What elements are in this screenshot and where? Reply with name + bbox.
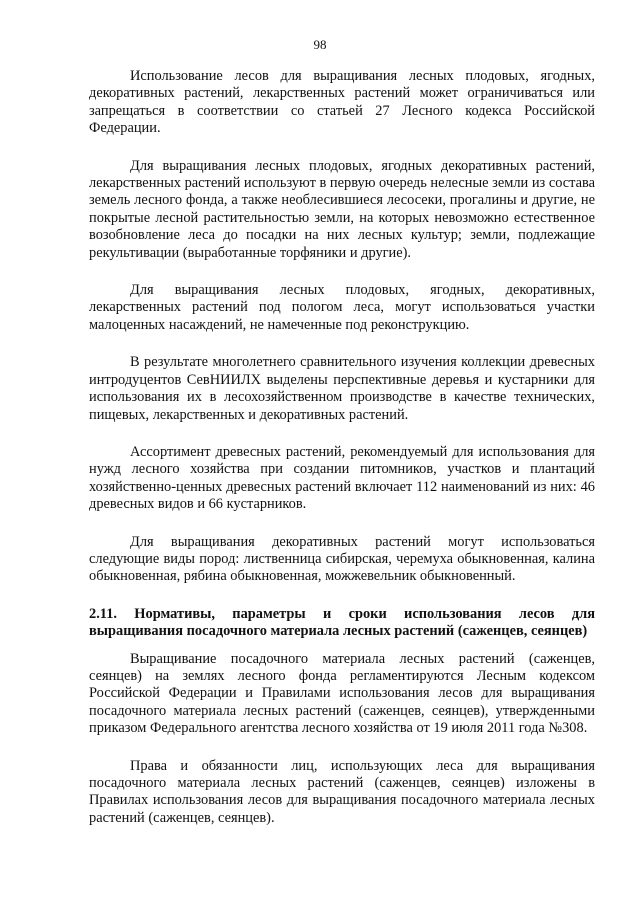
paragraph-plant-assortment: Ассортимент древесных растений, рекомендуемый для использования для нужд лесного хозяйства при создании питомников, участков и плантаций хозяйственно-ценных древесных растений включает 112 наименований из них: 46 древесных видов и 66 кустарников. (89, 443, 595, 513)
paragraph-rights-and-duties: Права и обязанности лиц, использующих леса для выращивания посадочного материала лесных растений (саженцев, сеянцев) изложены в Правилах использования лесов для выращивания посадочного материала лесных растений (саженцев, сеянцев). (89, 757, 595, 826)
paragraph-decorative-species: Для выращивания декоративных растений могут использоваться следующие виды пород: лиственница сибирская, черемуха обыкновенная, калина обыкновенная, рябина обыкновенная, можжевельник обыкновенный. (89, 533, 595, 585)
section-heading: 2.11. Нормативы, параметры и сроки использования лесов для выращивания посадочного материала лесных растений (саженцев, сеянцев) (89, 605, 595, 640)
page-content (89, 68, 595, 847)
paragraph-regulation: Выращивание посадочного материала лесных растений (саженцев, сеянцев) на землях лесного фонда регламентируются Лесным кодексом Российской Федерации и Правилами использования лесов для выращивания посадочного материала лесных растений (саженцев, сеянцев), утвержденными приказом Федерального агентства лесного хозяйства от 19 июля 2011 года №308. (89, 650, 595, 737)
paragraph-introduced-species-study: В результате многолетнего сравнительного изучения коллекции древесных интродуцентов СевНИИЛХ выделены перспективные деревья и кустарники для использования их в лесохозяйственном производстве в качестве технических, пищевых, лекарственных и декоративных растений. (89, 354, 595, 423)
page-number: 98 (313, 37, 327, 52)
paragraph-land-for-cultivation: Для выращивания лесных плодовых, ягодных декоративных растений, лекарственных растений используют в первую очередь нелесные земли из состава земель лесного фонда, а также необлесившиеся лесосеки, прогалины и другие, не покрытые лесной растительностью земли, на которых невозможно естественное возобновление леса до посадки на них лесных культур; земли, подлежащие рекультивации (выработанные торфяники и другие). (89, 157, 595, 261)
paragraph-forest-use-restrictions: Использование лесов для выращивания лесных плодовых, ягодных, декоративных растений, лекарственных растений может ограничиваться или запрещаться в соответствии со статьей 27 Лесного кодекса Российской Федерации. (89, 68, 595, 137)
paragraph-under-canopy: Для выращивания лесных плодовых, ягодных, декоративных, лекарственных растений под пологом леса, могут использоваться участки малоценных насаждений, не намеченные под реконструкцию. (89, 282, 595, 333)
